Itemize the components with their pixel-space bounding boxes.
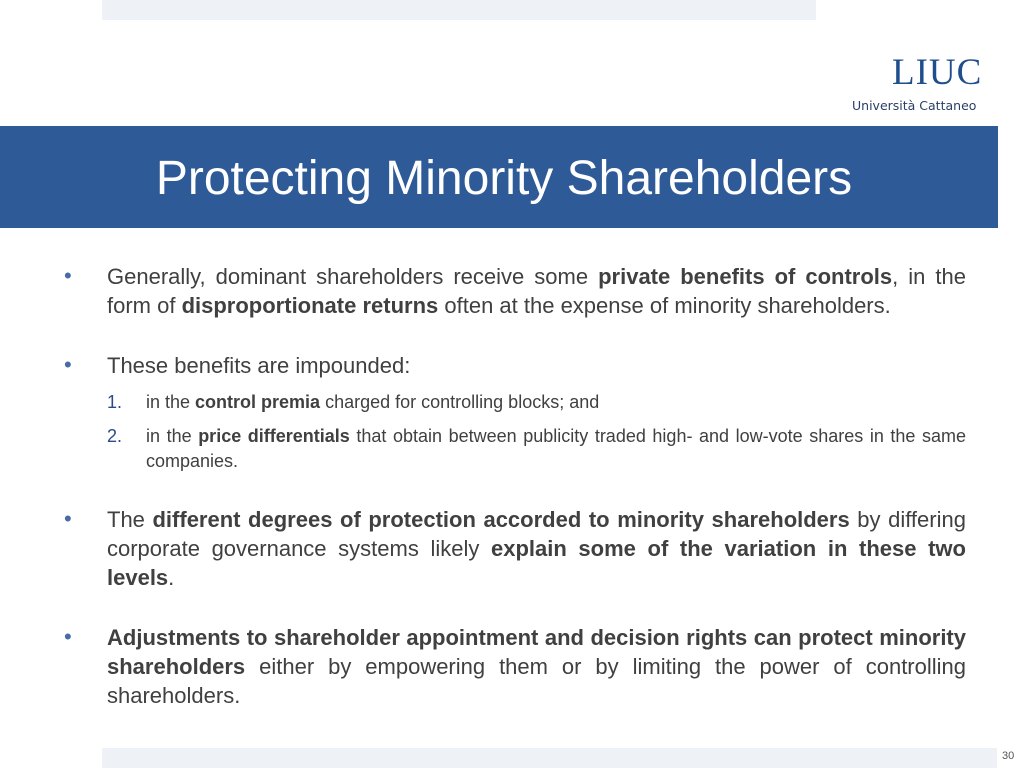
star-icon bbox=[830, 32, 840, 41]
star-icon bbox=[848, 8, 858, 12]
bullet-icon: • bbox=[64, 506, 72, 531]
bullet-item: • These benefits are impounded: bbox=[64, 352, 411, 378]
bullet-icon: • bbox=[64, 263, 72, 288]
numbered-list bbox=[64, 390, 966, 474]
title-band bbox=[0, 126, 998, 228]
bullet-item: • Adjustments to shareholder appointment and decision rights can protect minority shareholders either by empowering them or by limiting the power of controlling shareholders. bbox=[64, 624, 966, 708]
page-number: 30 bbox=[1002, 750, 1015, 762]
logo-subtitle: Università Cattaneo bbox=[852, 98, 977, 113]
top-strip bbox=[102, 0, 816, 20]
bullet-item: • Generally, dominant shareholders receive some private benefits of controls, in the form of disproportionate returns often at the expense of minority shareholders. bbox=[64, 263, 967, 318]
star-icon bbox=[921, 9, 931, 18]
bullet-item: • The different degrees of protection accorded to minority shareholders by differing corporate governance systems likely explain some of the variation in these two levels. bbox=[64, 506, 966, 590]
slide-title: Protecting Minority Shareholders bbox=[155, 152, 853, 205]
bullet-icon: • bbox=[64, 624, 72, 649]
numbered-item: 2. in the price differentials that obtain between publicity traded high- and low-vote shares in the same companies. bbox=[107, 426, 967, 471]
slide-content bbox=[64, 262, 966, 710]
bullet-icon: • bbox=[64, 352, 72, 377]
liuc-logo bbox=[826, 8, 994, 120]
logo-name: LIUC bbox=[892, 52, 983, 93]
bottom-strip bbox=[102, 748, 997, 768]
numbered-item: 1. in the control premia charged for controlling blocks; and bbox=[107, 392, 600, 412]
